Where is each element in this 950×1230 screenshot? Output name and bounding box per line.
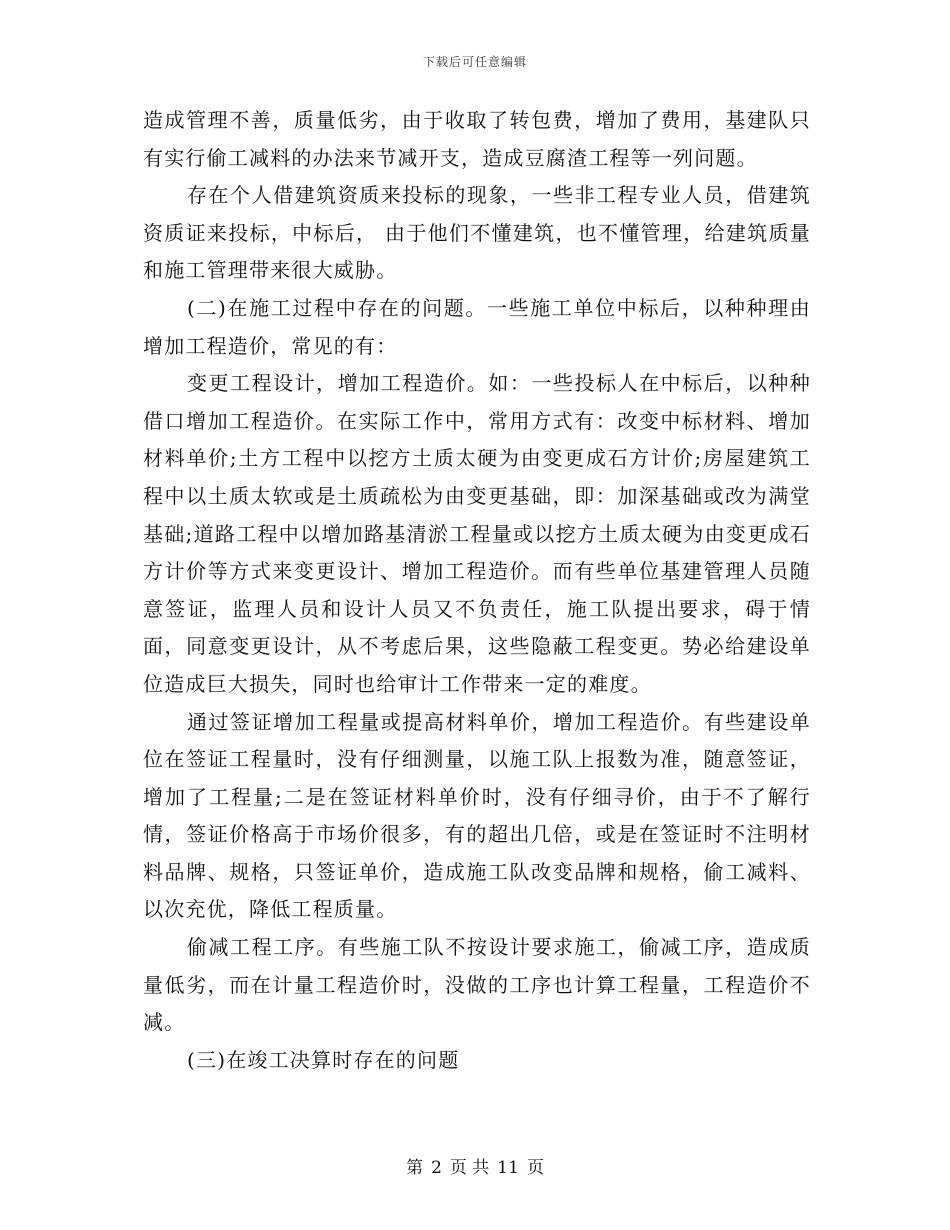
paragraph: (二)在施工过程中存在的问题。一些施工单位中标后，以种种理由增加工程造价，常见的有： <box>143 295 811 358</box>
paragraph: 偷减工程工序。有些施工队不按设计要求施工，偷减工序，造成质量低劣，而在计量工程造价时，没做的工序也计算工程量，工程造价不减。 <box>143 935 811 1035</box>
current-page-number: 2 <box>431 1158 442 1178</box>
total-pages: 11 <box>497 1158 519 1178</box>
page-footer <box>0 1153 950 1178</box>
document-body <box>143 102 811 1079</box>
paragraph: 造成管理不善，质量低劣，由于收取了转包费，增加了费用，基建队只有实行偷工减料的办法来节减开支，造成豆腐渣工程等一列问题。 <box>143 108 811 170</box>
footer-suffix: 页 <box>526 1158 544 1178</box>
paragraph: 通过签证增加工程量或提高材料单价，增加工程造价。有些建设单位在签证工程量时，没有仔细测量，以施工队上报数为准，随意签证，增加了工程量;二是在签证材料单价时，没有仔细寻价，由于不了解行情，签证价格高于市场价很多，有的超出几倍，或是在签证时不注明材料品牌、规格，只签证单价，造成施工队改变品牌和规格，偷工减料、以次充优，降低工程质量。 <box>143 709 811 922</box>
footer-middle: 页 共 <box>449 1158 490 1178</box>
paragraph: 变更工程设计，增加工程造价。如：一些投标人在中标后，以种种借口增加工程造价。在实际工作中，常用方式有：改变中标材料、增加材料单价;土方工程中以挖方土质太硬为由变更成石方计价;房屋建筑工程中以土质太软或是土质疏松为由变更基础，即：加深基础或改为满堂基础;道路工程中以增加路基清淤工程量或以挖方土质太硬为由变更成石方计价等方式来变更设计、增加工程造价。而有些单位基建管理人员随意签证，监理人员和设计人员又不负责任，施工队提出要求，碍于情面，同意变更设计，从不考虑后果，这些隐蔽工程变更。势必给建设单位造成巨大损失，同时也给审计工作带来一定的难度。 <box>143 371 811 696</box>
header-note: 下载后可任意编辑 <box>422 55 527 69</box>
section-heading: (三)在竣工决算时存在的问题 <box>187 1047 460 1072</box>
paragraph: 存在个人借建筑资质来投标的现象，一些非工程专业人员，借建筑资质证来投标，中标后， 由于他们不懂建筑，也不懂管理，给建筑质量和施工管理带来很大威胁。 <box>143 183 811 283</box>
footer-prefix: 第 <box>406 1158 424 1178</box>
